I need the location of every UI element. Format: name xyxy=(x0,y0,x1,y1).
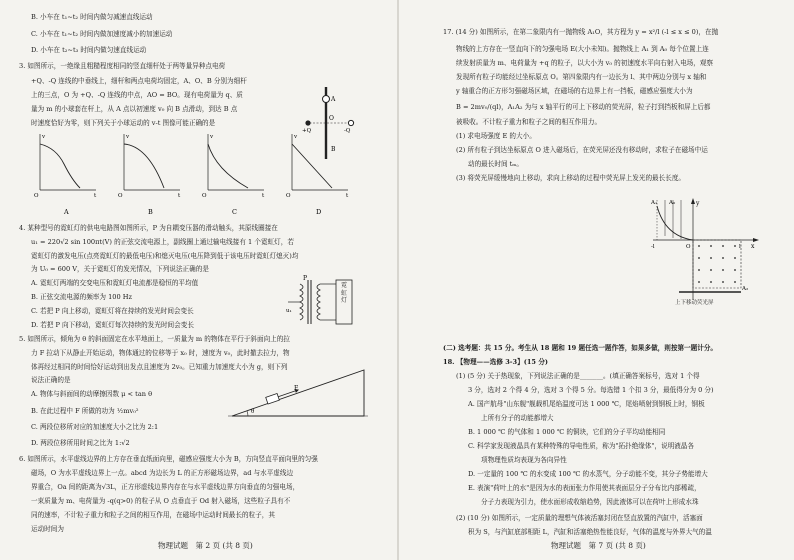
text-line-r20: 项物理性质均表现为各向异性 xyxy=(481,456,567,464)
vt-axis-v: v xyxy=(210,134,214,140)
text-line-r15: 3 分，选对 2 个得 4 分，选对 3 个得 5 分。每选错 1 个扣 3 分，最低得分为 0 分) xyxy=(468,386,714,394)
text-line-r23: 分子力表现为引力，使水面形成收缩趋势，因此液体可以在荷叶上形成水珠 xyxy=(481,498,699,506)
rod-label-b: B xyxy=(331,146,336,153)
text-line-r13: 18. 【物理——选修 3-3】(15 分) xyxy=(443,358,549,366)
transformer-label-u: u₁ xyxy=(286,308,292,314)
vt-curve-b xyxy=(124,144,164,188)
field-dot xyxy=(710,269,712,271)
text-line-l25: 6. 如图所示，水平虚线边界的上方存在垂直纸面向里，磁感应强度大小为 B，方向竖直平面向里的匀强 xyxy=(19,455,318,463)
rod-label-o: O xyxy=(329,115,334,122)
text-line-l18: 力 F 拉动下从静止开始运动，物体通过的位移等于 x₀ 时，速度为 v₀，此时撤去拉力，物 xyxy=(31,349,290,357)
text-line-l21: A. 物体与斜面间的动摩擦因数 μ < tan θ xyxy=(31,390,153,398)
text-line-r16: A. 国产航母"山东舰"舰载机尾焰温度可达 1 000 ℃，尾焰喷射到钢板上时，钢板 xyxy=(468,400,705,408)
vt-axis-o: O xyxy=(202,193,207,199)
left-page-footer: 物理试题 第 2 页 (共 8 页) xyxy=(158,541,253,550)
text-line-r5: y 轴重合的正方形匀强磁场区域，在磁场的右边界上有一挡板，磁感应强度大小为 xyxy=(456,87,693,95)
text-line-l24: D. 两段位移所用时间之比为 1:√2 xyxy=(31,439,130,447)
vt-graph-c xyxy=(202,134,265,216)
transformer-label-p: P xyxy=(303,275,308,282)
text-line-r1: 17. (14 分) 如图所示，在第二象限内有一抛物线 A₁O，其方程为 y = x²/l (-l ≤ x ≤ 0)，在抛 xyxy=(443,28,719,36)
text-line-l30: 运动时间为 xyxy=(31,525,64,533)
text-line-r25: 积为 S，与汽缸底部相距 L，汽缸和活塞绝热性能良好，气体的温度与外界大气的温 xyxy=(468,528,712,536)
text-line-r7: 被吸收。不计粒子重力和粒子之间的相互作用力。 xyxy=(456,118,602,126)
incline-figure xyxy=(228,362,368,422)
text-line-l10: u₁ = 220√2 sin 100πt(V) 的正弦交流电源上，副线圈上通过输电线接有 1 个霓虹灯，若 xyxy=(31,238,294,246)
field-dot xyxy=(734,257,736,259)
text-line-r6: B = 2mv₀/(ql)，A₁A₂ 为与 x 轴平行的可上下移动的荧光屏，粒子打到挡板和屏上后都 xyxy=(456,103,711,111)
text-line-r11: (3) 将荧光屏缓慢地向上移动，求向上移动的过程中荧光屏上发光的最长长度。 xyxy=(456,174,686,182)
text-line-l13: A. 霓虹灯两端的交变电压和霓虹灯电流都是稳恒的平均值 xyxy=(31,279,199,287)
rod-label-plus: +Q xyxy=(302,128,312,134)
text-line-l26: 磁场，O 为水平虚线边界上一点。abcd 为边长为 L 的正方形磁场边界，ad 与水平虚线边 xyxy=(31,469,294,477)
text-line-l2: C. 小车在 t₁~t₂ 时间内做加速度减小的加速运动 xyxy=(31,30,173,38)
neon-lamp-label: 霓虹灯 xyxy=(341,282,348,304)
text-line-r9: (2) 所有粒子到达坐标原点 O 进入磁场后，在荧光屏还没有移动时，求粒子在磁场中运 xyxy=(456,146,708,154)
vt-graph-d xyxy=(286,134,349,216)
text-line-l12: 为 U₀ = 600 V，关于霓虹灯的发光情况，下列说法正确的是 xyxy=(31,265,209,273)
field-dot xyxy=(710,257,712,259)
text-line-l1: B. 小车在 t₁~t₂ 时间内做匀减速直线运动 xyxy=(31,13,153,21)
field-dot xyxy=(710,281,712,283)
field-dot xyxy=(734,245,736,247)
field-dot xyxy=(734,281,736,283)
vt-option-label: A xyxy=(64,208,69,216)
text-line-l20: 说法正确的是 xyxy=(31,376,71,384)
field-dot xyxy=(698,281,700,283)
text-line-l17: 5. 如图所示，倾角为 θ 的斜面固定在水平地面上，一质量为 m 的物体在平行于斜面向上的拉 xyxy=(19,335,290,343)
fig-label-a0: A₀ xyxy=(669,200,676,206)
incline-label-f: F xyxy=(294,385,299,392)
text-line-l11: 霓虹灯的激发电压(点亮霓虹灯的最低电压)和熄灭电压(电压降到低于该电压时霓虹灯熄灭)均 xyxy=(31,252,299,260)
text-line-r4: 发现所有粒子均能经过坐标原点 O。第四象限内有一边长为 l、其中两边分别与 x 轴和 xyxy=(456,73,707,81)
screen-caption: 上下移动荧光屏 xyxy=(675,300,714,306)
text-line-l8: 时速度恰好为零，则下列关于小球运动的 v-t 图像可能正确的是 xyxy=(31,119,216,127)
field-dot xyxy=(734,269,736,271)
field-dot xyxy=(710,245,712,247)
field-dot xyxy=(698,269,700,271)
text-line-r18: B. 1 000 ℃ 的气体和 1 000 ℃ 的铜块，它们的分子平均动能相同 xyxy=(468,428,666,436)
text-line-l15: C. 若把 P 向上移动，霓虹灯将在持续的发光时间会变长 xyxy=(31,307,194,315)
text-line-l23: C. 两段位移所对应的加速度大小之比为 2:1 xyxy=(31,423,159,431)
vt-axis-t: t xyxy=(346,193,349,199)
field-figure xyxy=(649,196,759,304)
rod-label-a: A xyxy=(331,96,336,103)
incline-label-theta: θ xyxy=(251,409,255,415)
field-dot xyxy=(722,257,724,259)
fig-label-a1: A₁ xyxy=(651,200,658,206)
text-line-l28: 一束质量为 m、电荷量为 -q(q>0) 的粒子从 O 点垂直于 Od 射入磁场，这些粒子具有不 xyxy=(31,497,291,505)
text-line-l14: B. 正弦交流电源的频率为 100 Hz xyxy=(31,293,132,301)
field-dot xyxy=(722,281,724,283)
vt-axis-t: t xyxy=(178,193,181,199)
text-line-r12: (二) 选考题：共 15 分。考生从 18 题和 19 题任选一题作答，如果多做，则按第一题计分。 xyxy=(443,344,718,352)
text-line-l27: 界重合，Oa 间的距离为√3L，正方形虚线边界内存在与水平虚线边界方向垂直的匀强电场， xyxy=(31,483,300,491)
vt-option-label: D xyxy=(316,208,322,216)
vt-axis-t: t xyxy=(262,193,265,199)
vt-axis-v: v xyxy=(42,134,46,140)
right-page-footer: 物理试题 第 7 页 (共 8 页) xyxy=(551,541,646,550)
text-line-r17: 上所有分子的动能都增大 xyxy=(481,414,554,422)
text-line-l16: D. 若把 P 向下移动，霓虹灯每次持续的发光时间会变长 xyxy=(31,321,194,329)
vt-curve-d xyxy=(292,144,332,188)
text-line-l5: +Q、-Q 连线的中垂线上，细杆和两点电荷均固定，A、O、B 分别为细杆 xyxy=(31,77,247,85)
vt-axis-v: v xyxy=(294,134,298,140)
fig-label-x: x xyxy=(751,243,755,250)
text-line-l3: D. 小车在 t₂~t₃ 时间内做匀速直线运动 xyxy=(31,46,147,54)
field-dot xyxy=(698,257,700,259)
vt-graph-a xyxy=(34,134,97,216)
text-line-r22: E. 表演"荷叶上的水"是因为水的表面张力作用使其表面层分子分布比内部稀疏， xyxy=(468,484,701,492)
text-line-l19: 体再经过相同的时间恰好运动到出发点且速度为 2v₀。已知重力加速度大小为 g，则下列 xyxy=(31,363,288,371)
rod-label-minus: -Q xyxy=(344,128,351,134)
vt-axis-t: t xyxy=(94,193,97,199)
text-line-r14: (1) (5 分) 关于热现象，下列说法正确的是_______。(填正确答案标号，选对 1 个得 xyxy=(456,372,700,380)
vt-curve-a xyxy=(40,144,80,188)
text-line-r10: 动的最长时间 tₘ。 xyxy=(468,160,523,168)
fig-label-l: l xyxy=(739,244,741,250)
vt-axis-o: O xyxy=(34,193,39,199)
fig-label-y: y xyxy=(696,200,700,207)
fig-label-a2: A₂ xyxy=(742,286,749,292)
text-line-l6: 上的三点，O 为 +Q、-Q 连线的中点，AO = BO。现有电荷量为 q、质 xyxy=(31,91,243,99)
vt-graphs xyxy=(24,130,354,220)
text-line-r19: C. 科学家发现液晶具有某种特殊的导电性质，称为"拓扑绝缘体"，说明液晶各 xyxy=(468,442,695,450)
text-line-r3: 续发射质量为 m、电荷量为 +q 的粒子，以大小为 v₀ 的初速度水平向右射入电场，观察 xyxy=(456,59,714,67)
vt-axis-o: O xyxy=(118,193,123,199)
vt-graph-b xyxy=(118,134,181,216)
vt-option-label: B xyxy=(148,208,153,216)
vt-axis-v: v xyxy=(126,134,130,140)
field-dot xyxy=(722,245,724,247)
text-line-l22: B. 在此过程中 F 所做的功为 ½mv₀² xyxy=(31,407,139,415)
text-line-r24: (2) (10 分) 如图所示，一定质量的理想气体被活塞封闭在竖直放置的汽缸中，活塞面 xyxy=(456,514,703,522)
field-dot xyxy=(698,245,700,247)
field-dot xyxy=(722,269,724,271)
right-page xyxy=(399,0,794,560)
text-line-r21: D. 一定量的 100 ℃ 的水变成 100 ℃ 的水蒸气，分子动能不变，其分子势能增大 xyxy=(468,470,708,478)
text-line-l7: 量为 m 的小球套在杆上，从 A 点以初速度 v₀ 向 B 点滑动，到达 B 点 xyxy=(31,105,238,113)
vt-curve-c xyxy=(208,144,248,188)
fig-label-o: O xyxy=(686,244,691,250)
text-line-r8: (1) 求电场强度 E 的大小。 xyxy=(456,132,536,140)
text-line-l29: 同的速率，不计粒子重力和粒子之间的相互作用，在磁场中运动时间最长的粒子，其 xyxy=(31,511,275,519)
text-line-l4: 3. 如图所示，一绝缘且粗糙程度相同的竖直细杆处于两等量异种点电荷 xyxy=(19,62,226,70)
text-line-l9: 4. 某种型号的霓虹灯的供电电路图如图所示，P 为自耦变压器的滑动触头，其原线圈接在 xyxy=(19,224,278,232)
vt-axis-o: O xyxy=(286,193,291,199)
fig-label-neg-l: -l xyxy=(651,244,655,250)
vt-option-label: C xyxy=(232,208,237,216)
text-line-r2: 物线的上方存在一竖直向下的匀强电场 E(大小未知)。抛物线上 A₁ 到 A₀ 每个位置上连 xyxy=(456,45,709,53)
